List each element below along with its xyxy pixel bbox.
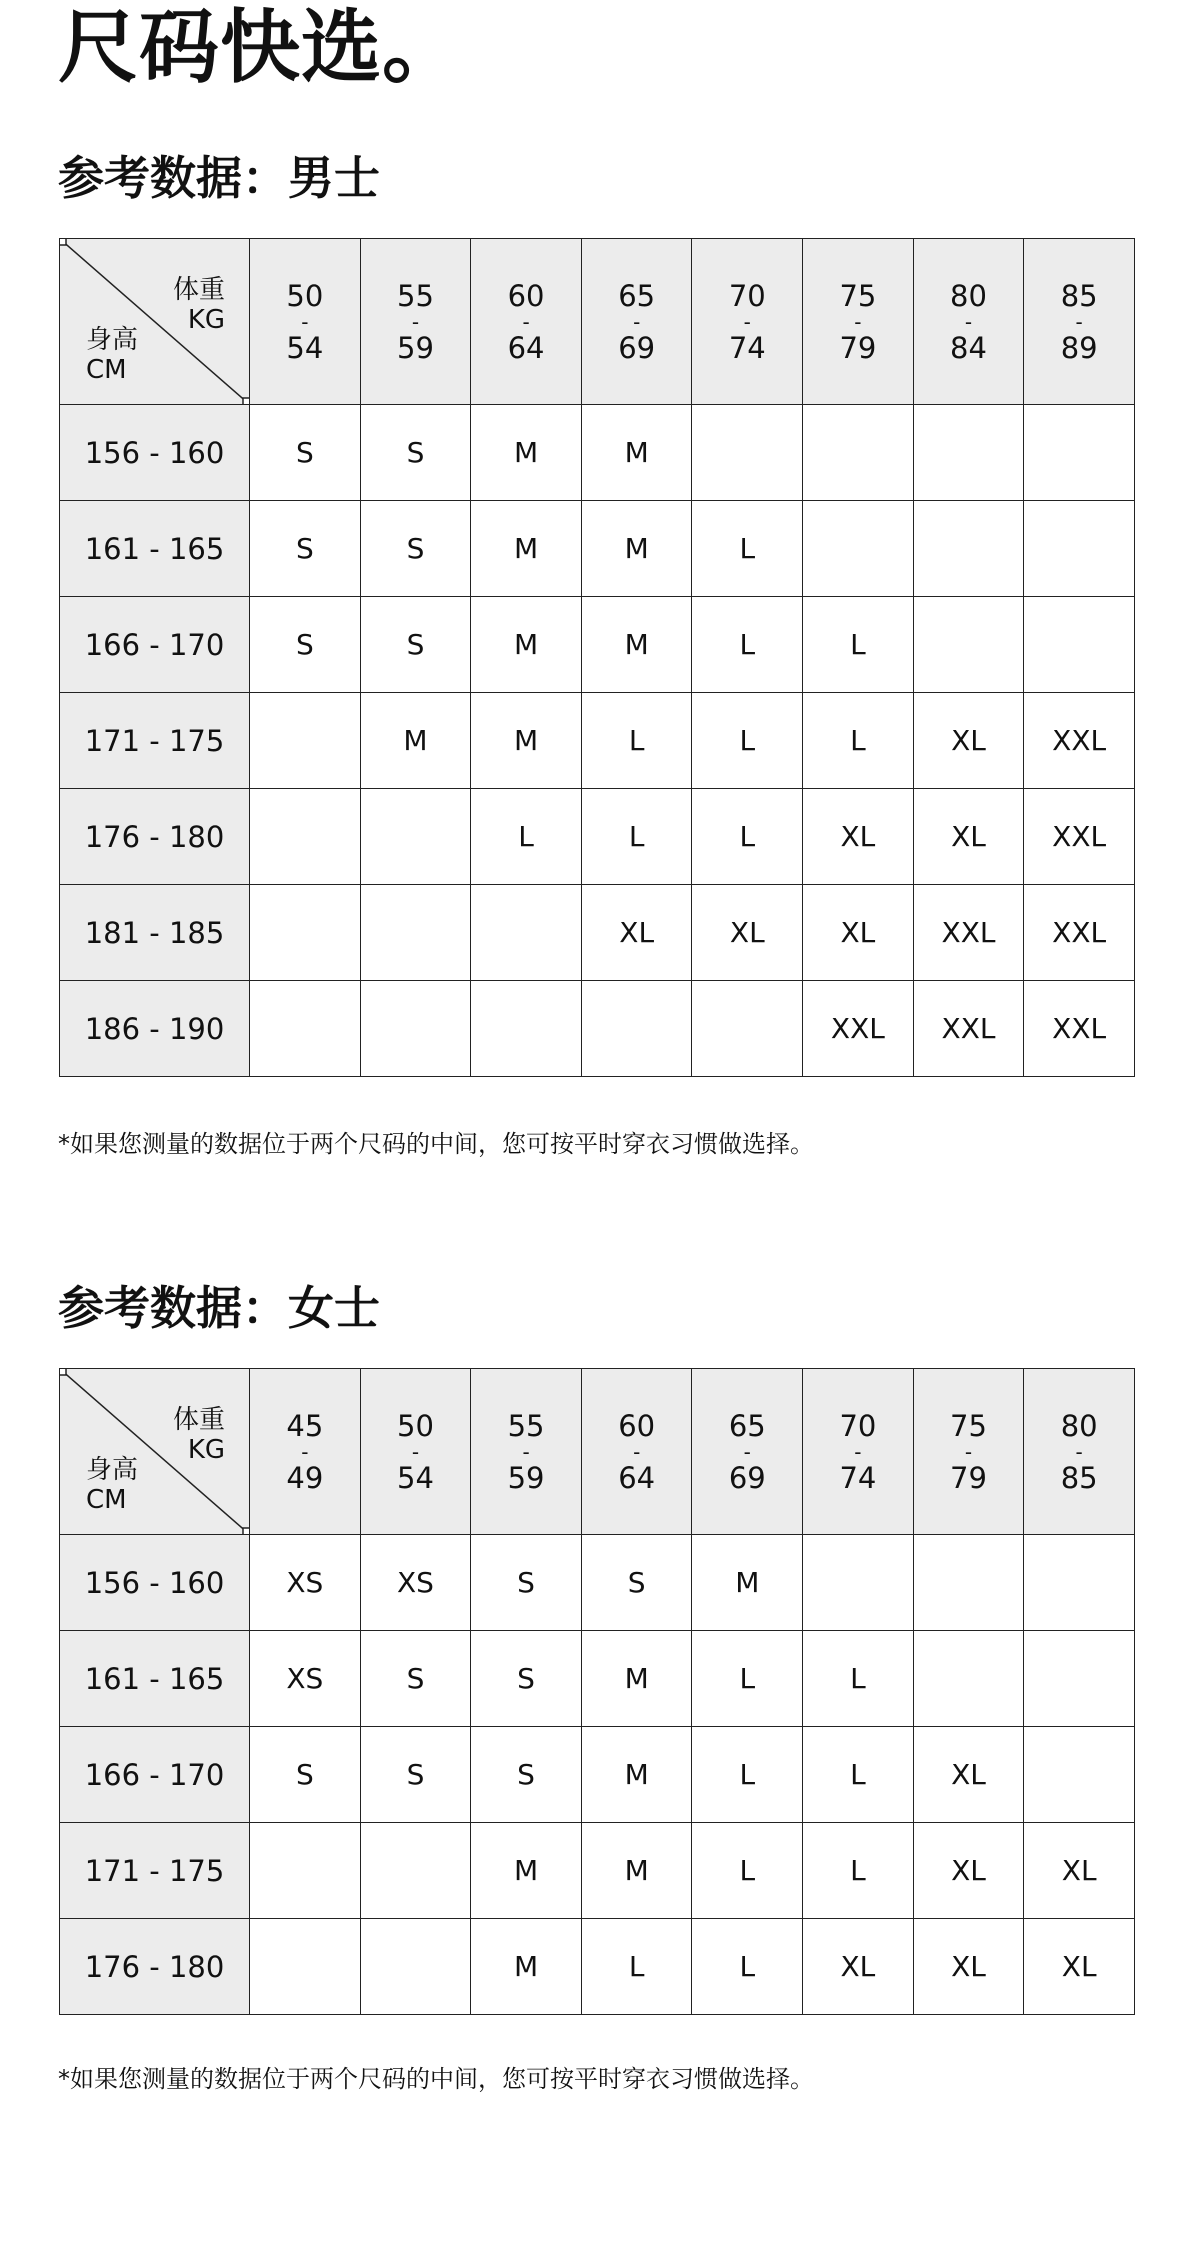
weight-label: 体重 (173, 1405, 226, 1435)
men-weight-col-3: 60 - 64 (471, 239, 582, 405)
size-cell (360, 1919, 471, 2015)
table-row (60, 693, 1135, 789)
size-cell (1024, 597, 1135, 693)
height-range: 161 - 165 (60, 501, 250, 597)
size-cell: M (471, 693, 582, 789)
women-height-axis-label (86, 1455, 138, 1515)
size-cell: M (581, 597, 692, 693)
size-cell: M (471, 501, 582, 597)
size-cell (250, 1823, 361, 1919)
size-cell: S (360, 1631, 471, 1727)
size-cell (692, 405, 803, 501)
size-cell: XL (913, 1823, 1024, 1919)
size-cell (1024, 1727, 1135, 1823)
size-cell (1024, 1535, 1135, 1631)
size-cell: XL (803, 885, 914, 981)
size-cell: L (692, 789, 803, 885)
size-cell: XL (913, 789, 1024, 885)
size-cell (581, 981, 692, 1077)
size-cell: XXL (913, 885, 1024, 981)
men-weight-axis-label (173, 275, 225, 335)
size-cell (250, 1919, 361, 2015)
size-cell: XL (913, 693, 1024, 789)
size-cell: S (581, 1535, 692, 1631)
size-cell (360, 1823, 471, 1919)
men-weight-col-4: 65 - 69 (581, 239, 692, 405)
size-cell (913, 501, 1024, 597)
size-cell: L (471, 789, 582, 885)
size-cell: XL (692, 885, 803, 981)
size-cell: M (581, 405, 692, 501)
table-row (60, 1823, 1135, 1919)
women-size-table (59, 1368, 1135, 2015)
size-cell: L (581, 789, 692, 885)
size-cell: XXL (1024, 885, 1135, 981)
size-cell: XL (1024, 1823, 1135, 1919)
women-weight-col-7: 75 - 79 (913, 1369, 1024, 1535)
size-cell: L (692, 1631, 803, 1727)
size-cell (360, 885, 471, 981)
size-cell: S (471, 1535, 582, 1631)
table-row (60, 1535, 1135, 1631)
size-cell: XS (250, 1631, 361, 1727)
size-cell: M (581, 1631, 692, 1727)
size-cell (360, 789, 471, 885)
height-range: 181 - 185 (60, 885, 250, 981)
height-range: 156 - 160 (60, 405, 250, 501)
women-weight-col-1: 45 - 49 (250, 1369, 361, 1535)
page-title: 尺码快选。 (58, 1, 463, 94)
size-cell: S (250, 405, 361, 501)
size-cell (360, 981, 471, 1077)
height-range: 161 - 165 (60, 1631, 250, 1727)
size-cell: XL (1024, 1919, 1135, 2015)
men-corner-cell (60, 239, 250, 405)
size-cell: XL (803, 1919, 914, 2015)
men-height-axis-label (86, 325, 138, 385)
size-cell: S (250, 1727, 361, 1823)
men-weight-col-5: 70 - 74 (692, 239, 803, 405)
weight-unit: KG (187, 305, 226, 335)
height-range: 156 - 160 (60, 1535, 250, 1631)
height-range: 171 - 175 (60, 693, 250, 789)
table-row (60, 1631, 1135, 1727)
size-cell: XS (360, 1535, 471, 1631)
size-cell: XXL (803, 981, 914, 1077)
size-cell: L (692, 1727, 803, 1823)
table-row (60, 1727, 1135, 1823)
size-cell: M (692, 1535, 803, 1631)
size-cell: S (360, 597, 471, 693)
size-cell: L (803, 693, 914, 789)
size-cell (913, 597, 1024, 693)
size-cell: S (360, 405, 471, 501)
size-cell: XL (913, 1919, 1024, 2015)
height-range: 186 - 190 (60, 981, 250, 1077)
height-label: 身高 (86, 1455, 139, 1485)
size-cell (250, 789, 361, 885)
size-cell (250, 981, 361, 1077)
size-cell (471, 885, 582, 981)
size-cell: S (360, 1727, 471, 1823)
women-weight-col-8: 80 - 85 (1024, 1369, 1135, 1535)
men-size-table (59, 238, 1135, 1077)
size-cell: L (692, 1823, 803, 1919)
size-cell (471, 981, 582, 1077)
size-cell (803, 1535, 914, 1631)
men-weight-col-7: 80 - 84 (913, 239, 1024, 405)
men-weight-col-6: 75 - 79 (803, 239, 914, 405)
size-cell: XS (250, 1535, 361, 1631)
size-cell: S (250, 501, 361, 597)
size-cell: M (471, 405, 582, 501)
size-cell (913, 405, 1024, 501)
size-cell: M (360, 693, 471, 789)
women-weight-axis-label (173, 1405, 225, 1465)
table-row (60, 981, 1135, 1077)
size-cell: L (803, 1631, 914, 1727)
size-cell (913, 1535, 1024, 1631)
height-range: 166 - 170 (60, 597, 250, 693)
size-cell (250, 885, 361, 981)
size-cell: XXL (913, 981, 1024, 1077)
size-cell: XXL (1024, 789, 1135, 885)
height-label: 身高 (86, 325, 139, 355)
size-cell (803, 501, 914, 597)
women-weight-col-6: 70 - 74 (803, 1369, 914, 1535)
size-cell: XL (803, 789, 914, 885)
size-cell (1024, 501, 1135, 597)
women-weight-col-4: 60 - 64 (581, 1369, 692, 1535)
women-weight-col-5: 65 - 69 (692, 1369, 803, 1535)
size-cell: XXL (1024, 981, 1135, 1077)
size-cell: XXL (1024, 693, 1135, 789)
size-cell: L (692, 597, 803, 693)
table-row (60, 597, 1135, 693)
size-cell: L (692, 501, 803, 597)
table-row (60, 405, 1135, 501)
size-cell (1024, 1631, 1135, 1727)
height-range: 166 - 170 (60, 1727, 250, 1823)
size-cell: M (471, 597, 582, 693)
men-size-note: *如果您测量的数据位于两个尺码的中间，您可按平时穿衣习惯做选择。 (58, 1130, 814, 1158)
size-cell: M (581, 1727, 692, 1823)
size-cell: M (581, 501, 692, 597)
table-row (60, 789, 1135, 885)
size-cell: L (803, 1727, 914, 1823)
size-cell: S (250, 597, 361, 693)
size-cell (1024, 405, 1135, 501)
size-cell: S (471, 1727, 582, 1823)
size-cell: L (803, 597, 914, 693)
men-weight-col-2: 55 - 59 (360, 239, 471, 405)
size-cell: L (581, 693, 692, 789)
size-cell (803, 405, 914, 501)
size-cell: M (471, 1823, 582, 1919)
size-cell: M (581, 1823, 692, 1919)
size-cell: XL (913, 1727, 1024, 1823)
men-weight-col-8: 85 - 89 (1024, 239, 1135, 405)
men-header-row (60, 239, 1135, 405)
size-cell (250, 693, 361, 789)
men-weight-col-1: 50 - 54 (250, 239, 361, 405)
men-section-title: 参考数据：男士 (58, 151, 380, 205)
size-cell: L (692, 1919, 803, 2015)
height-range: 176 - 180 (60, 1919, 250, 2015)
size-cell: XL (581, 885, 692, 981)
height-range: 171 - 175 (60, 1823, 250, 1919)
women-section-title: 参考数据：女士 (58, 1281, 380, 1335)
height-unit: CM (86, 1485, 127, 1515)
women-weight-col-2: 50 - 54 (360, 1369, 471, 1535)
table-row (60, 1919, 1135, 2015)
height-unit: CM (86, 355, 127, 385)
size-cell (913, 1631, 1024, 1727)
women-header-row (60, 1369, 1135, 1535)
weight-label: 体重 (173, 275, 226, 305)
height-range: 176 - 180 (60, 789, 250, 885)
size-cell: M (471, 1919, 582, 2015)
size-cell: L (692, 693, 803, 789)
table-row (60, 501, 1135, 597)
women-size-note: *如果您测量的数据位于两个尺码的中间，您可按平时穿衣习惯做选择。 (58, 2065, 814, 2093)
size-cell (692, 981, 803, 1077)
table-row (60, 885, 1135, 981)
weight-unit: KG (187, 1435, 226, 1465)
size-cell: S (471, 1631, 582, 1727)
size-cell: S (360, 501, 471, 597)
size-cell: L (581, 1919, 692, 2015)
size-cell: L (803, 1823, 914, 1919)
women-corner-cell (60, 1369, 250, 1535)
women-weight-col-3: 55 - 59 (471, 1369, 582, 1535)
